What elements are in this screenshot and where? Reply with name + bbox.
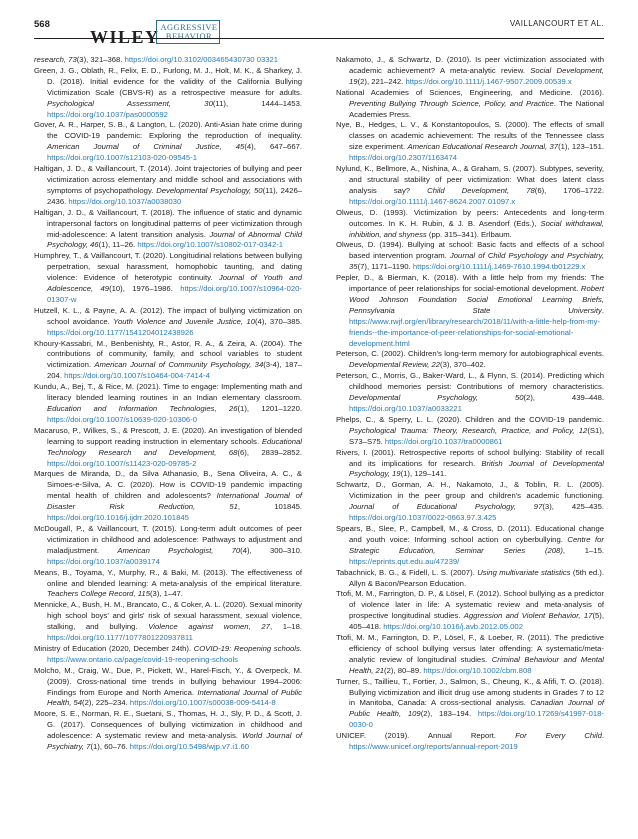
reference-text: (4), 370–385. — [254, 316, 302, 326]
reference-column-left — [34, 55, 302, 753]
reference-text: Haltigan, J. D., & Vaillancourt, T. (2014). Joint trajectories of bullying and peer victimization across elementary and middle school and associations with symptoms of psychopathology. — [34, 164, 302, 195]
reference-source-title: Developmental Psychology, 50 — [156, 185, 263, 195]
reference-text: (3-4), 187–204. — [47, 360, 303, 381]
reference-text: (11), 1444–1453. — [212, 98, 302, 108]
reference-text: Humphrey, T., & Vaillancourt, T. (2020). Longitudinal relations between bullying perpetration, sexual harassment, homophobic taunting, and dating violence: Evidence of heterotypic continuity. — [34, 251, 302, 283]
reference-entry — [34, 426, 302, 470]
reference-source-title: Social Development, 19 — [349, 65, 604, 86]
reference-source-title: Education and Information Technologies, 26 — [47, 404, 238, 413]
reference-source-title: Using multivariate statistics — [477, 567, 571, 577]
reference-text: Rivers, I. (2001). Retrospective reports of school bullying: Stability of recall and its implications for research. — [336, 447, 604, 468]
journal-logo — [156, 20, 220, 44]
reference-text: (2), 221–242. — [357, 76, 406, 86]
reference-text: (1), 123–151. — [558, 142, 604, 152]
doi-link[interactable]: https://doi.org/10.2307/1163474 — [349, 153, 457, 163]
doi-link[interactable]: https://doi.org/10.1037/a0033221 — [349, 404, 462, 413]
reference-entry — [336, 589, 604, 633]
reference-source-title: Preventing Bullying Through Science, Policy, and Practice — [349, 98, 554, 108]
doi-link[interactable]: https://doi.org/10.1037/pas0000592 — [47, 109, 168, 119]
doi-link[interactable]: https://eprints.qut.edu.au/47239/ — [349, 556, 460, 566]
reference-text: Means, B., Toyama, Y., Murphy, R., & Baki, M. (2013). The effectiveness of online and blended learning: A meta-analysis of the empirical literature. — [34, 567, 302, 588]
doi-link[interactable]: https://doi.org/10.1037/0022-0663.97.3.425 — [349, 513, 497, 523]
reference-entry — [34, 306, 302, 339]
reference-entry — [336, 448, 604, 481]
reference-text: (10), 1976–1986. — [109, 284, 181, 294]
reference-text: McDougall, P., & Vaillancourt, T. (2015). Long-term adult outcomes of peer victimization in childhood and adolescence: Pathways to adjustment and maladjustment. — [34, 523, 302, 555]
reference-text: (3), 321–368. — [76, 55, 125, 64]
reference-text: Phelps, C., & Sperry, L. L. (2020). Children and the COVID-19 pandemic. — [336, 414, 604, 424]
reference-entry — [336, 731, 604, 753]
reference-text: (2), 439–448. — [523, 393, 604, 403]
doi-link[interactable]: https://www.unicef.org/reports/annual-report-2019 — [349, 742, 518, 752]
reference-entry — [34, 709, 302, 753]
reference-text: (3), 1–47. — [150, 589, 183, 599]
reference-text: Nylund, K., Bellmore, A., Nishina, A., & Graham, S. (2007). Subtypes, severity, and structural stability of peer victimization: What does latent class analysis say? — [336, 164, 604, 195]
reference-column-right — [336, 55, 604, 753]
reference-text: Peterson, C., Morris, G., Baker-Ward, L., & Flynn, S. (2014). Predicting which childhood memories persist: Contributions of memory characteristics. — [336, 371, 604, 392]
reference-text: Gover, A. R., Harper, S. B., & Langton, L. (2020). Anti-Asian hate crime during the COVID-19 pandemic: Exploring the reproduction of inequality. — [34, 120, 302, 141]
doi-link[interactable]: https://doi.org/10.1007/s12103-020-09545-1 — [47, 153, 198, 163]
reference-text: Nakamoto, J., & Schwartz, D. (2010). Is peer victimization associated with academic achievement? A meta-analytic review. — [336, 55, 604, 75]
doi-link[interactable]: https://doi.org/10.1177/1077801220937811 — [47, 633, 193, 643]
reference-text: (3), 370–402. — [440, 360, 486, 370]
doi-link[interactable]: https://doi.org/10.1016/j.avb.2012.05.002 — [383, 622, 523, 632]
reference-text: (1), 60–76. — [90, 742, 130, 752]
reference-source-title: Child Development, 78 — [427, 185, 535, 195]
reference-text: (1), 129–141. — [400, 469, 447, 479]
reference-entry — [34, 66, 302, 121]
doi-link[interactable]: https://doi.org/10.1111/j.1469-7610.1994.tb01229.x — [412, 262, 586, 272]
reference-text: Kundu, A., Bej, T., & Rice, M. (2021). Time to engage: Implementing math and literacy blended learning routines in an Indian elementary classroom. — [34, 382, 302, 403]
reference-entry — [34, 524, 302, 568]
reference-text: . The National Academies Press. — [349, 98, 604, 119]
reference-text: (6), 1706–1722. — [534, 185, 604, 195]
doi-link[interactable]: https://doi.org/10.1007/s10802-017-0342-1 — [137, 240, 284, 250]
reference-source-title: Journal of Child Psychology and Psychiatry, 35 — [349, 251, 605, 272]
reference-entry — [336, 480, 604, 524]
reference-text: , 101845. — [237, 502, 303, 512]
reference-entry — [336, 524, 604, 568]
doi-link[interactable]: https://doi.org/10.1037/a0038030 — [68, 196, 182, 206]
page-header — [0, 8, 638, 48]
reference-entry — [34, 208, 302, 252]
reference-source-title: Social withdrawal, inhibition, and shyness — [349, 218, 604, 239]
reference-entry — [34, 382, 302, 426]
reference-text: Haltigan, J. D., & Vaillancourt, T. (2018). The influence of static and dynamic intrapersonal factors on longitudinal patterns of peer victimization through mid-adolescence: A latent transition analysis. — [34, 207, 302, 239]
reference-source-title: American Psychologist, 70 — [117, 545, 241, 555]
reference-text: Spears, B., Slee, P., Campbell, M., & Cross, D. (2011). Educational change and youth voice: Informing school action on cyberbullying. — [336, 523, 604, 544]
reference-source-title: Psychological Trauma: Theory, Research, Practice, and Policy, 12 — [349, 425, 588, 435]
reference-text: Molcho, M., Craig, W., Due, P., Pickett, W., Harel-Fisch, Y., & Overpeck, M. (2009). Cross-national time trends in bullying behaviour 1994–2006: Findings from Europe and North America. — [34, 665, 302, 697]
doi-link[interactable]: https://doi.org/10.1016/j.ijdrr.2020.101845 — [47, 513, 189, 523]
reference-text: (6), 2839–2852. — [237, 447, 302, 457]
reference-text: Turner, S., Taillieu, T., Fortier, J., Salmon, S., Cheung, K., & Afifi, T. O. (2018). Bullying victimization and illicit drug use among students in Grades 7 to 12 in Manitoba, Canada: A cross-sectional analysis. — [336, 676, 604, 708]
reference-source-title: American Journal of Criminal Justice, 45 — [47, 142, 245, 152]
reference-text: National Academies of Sciences, Engineering, and Medicine. (2016). — [336, 87, 604, 97]
doi-link[interactable]: https://doi.org/10.1007/s10639-020-10306-0 — [47, 414, 198, 424]
reference-text: , 1–18. — [269, 622, 302, 632]
reference-text: (4), 647–667. — [244, 142, 303, 152]
reference-entry — [34, 568, 302, 601]
reference-text: Olweus, D. (1994). Bullying at school: Basic facts and effects of a school based intervention program. — [336, 240, 604, 261]
reference-source-title: Criminal Behaviour and Mental Health, 21 — [349, 654, 604, 675]
reference-entry — [336, 240, 604, 273]
reference-source-title: International Journal of Disaster Risk Reduction, 51 — [47, 491, 303, 512]
wiley-wordmark: WILEY — [90, 27, 160, 47]
reference-source-title: Youth Violence and Juvenile Justice, 10 — [113, 316, 255, 326]
doi-link[interactable]: https://www.rwjf.org/en/library/research/2018/11/with-a-little-help-from-my-friends--the-importance-of-peer-relationships-for-social-emotional-development.html — [349, 316, 601, 348]
reference-text: Peterson, C. (2002). Children's long-term memory for autobiographical events. — [336, 349, 604, 359]
reference-source-title: research, 73 — [34, 55, 77, 64]
reference-text: (pp. 315–341). Erlbaum. — [426, 229, 512, 239]
reference-entry — [336, 55, 604, 88]
page-number: 568 — [34, 19, 50, 30]
reference-entry — [336, 349, 604, 371]
reference-entry — [34, 251, 302, 306]
reference-text: Marques de Miranda, D., da Silva Athanasio, B., Sena Oliveira, A. C., & Simoes-e-Silva, A. C. (2020). How is COVID-19 pandemic impacting mental health of children and adolescents? — [34, 469, 302, 501]
reference-source-title: Developmental Review, 22 — [349, 360, 441, 370]
doi-link[interactable]: https://doi.org/10.1111/j.1467-8624.2007.01097.x — [349, 196, 516, 206]
reference-text: (5), 405–418. — [349, 611, 604, 632]
doi-link[interactable]: https://doi.org/10.1037/tra0000861 — [384, 436, 503, 446]
reference-entry — [336, 88, 604, 121]
doi-link[interactable]: https://doi.org/10.5498/wjp.v7.i1.60 — [129, 742, 250, 752]
reference-text: (1), 1201–1220. — [237, 404, 302, 413]
reference-source-title: Journal of Youth and Adolescence, 49 — [47, 273, 303, 294]
reference-source-title: Developmental Psychology, 50 — [349, 393, 524, 403]
reference-entry — [336, 208, 604, 241]
reference-entry — [336, 415, 604, 448]
reference-source-title: Psychological Assessment, 30 — [47, 98, 213, 108]
reference-text: UNICEF. (2019). Annual Report. — [336, 731, 516, 741]
reference-entry — [336, 273, 604, 349]
doi-link[interactable]: https://doi.org/10.1177/1541204012438926 — [47, 327, 194, 337]
running-author-header: VAILLANCOURT ET AL. — [509, 19, 604, 28]
reference-entry — [34, 666, 302, 710]
doi-link[interactable]: https://doi.org/10.1007/s10964-020-01307-w — [47, 284, 302, 304]
reference-text: Hutzell, K. L., & Payne, A. A. (2012). The impact of bullying victimization on school avoidance. — [34, 305, 302, 326]
reference-text: (11), 2426–2436. — [47, 185, 303, 206]
publisher-logo — [56, 16, 218, 47]
doi-link[interactable]: https://www.ontario.ca/page/covid-19-reopening-schools — [47, 654, 239, 664]
reference-entry — [336, 633, 604, 677]
reference-source-title: Journal of Abnormal Child Psychology, 46 — [47, 229, 302, 250]
doi-link[interactable]: https://doi.org/10.1007/s11423-020-09785-2 — [47, 458, 197, 468]
reference-source-title: British Journal of Developmental Psychology, 19 — [349, 458, 604, 479]
reference-source-title: American Journal of Community Psychology, 34 — [94, 360, 264, 370]
reference-entry — [336, 164, 604, 208]
doi-link[interactable]: https://doi.org/10.1037/a0039174 — [47, 556, 160, 566]
reference-text: (5th ed.). Allyn & Bacon/Pearson Education. — [349, 567, 604, 588]
reference-entry — [34, 164, 302, 208]
reference-entry — [336, 120, 604, 164]
reference-text: Mennicke, A., Bush, H. M., Brancato, C., & Coker, A. L. (2020). Sexual minority high school boys' and girls' risk of sexual harassment, sexual violence, stalking, and bullying. — [34, 600, 302, 632]
reference-text: Tabachnick, B. G., & Fidell, L. S. (2007). — [336, 567, 478, 577]
reference-entry — [336, 371, 604, 415]
doi-link[interactable]: https://doi.org/10.17269/s41997-018-0030-0 — [349, 709, 604, 730]
reference-source-title: Journal of Educational Psychology, 97 — [349, 502, 543, 512]
reference-source-title: Violence against women, 27 — [148, 622, 270, 632]
doi-link[interactable]: https://doi.org/10.1007/s00038-009-5414-8 — [129, 698, 276, 708]
reference-source-title: World Journal of Psychiatry, 7 — [47, 731, 302, 752]
reference-text: . — [601, 305, 604, 315]
reference-source-title: Canadian Journal of Public Health, 109 — [349, 698, 605, 719]
reference-source-title: Teachers College Record, 115 — [47, 589, 150, 599]
reference-text: Khoury-Kassabri, M., Benbenishty, R., Astor, R. A., & Zeira, A. (2004). The contributions of community, family, and school variables to student victimization. — [34, 338, 302, 370]
reference-text: Green, J. G., Oblath, R., Felix, E. D., Furlong, M. J., Holt, M. K., & Sharkey, J. D. (2018). Initial evidence for the validity of the California Bullying Victimization Scale (CBVS-R) as a retrospective measure for adults. — [34, 65, 302, 97]
journal-logo-line1: AGGRESSIVE — [160, 23, 218, 32]
reference-source-title: COVID-19: Reopening schools. — [193, 643, 302, 653]
doi-link[interactable]: https://doi.org/10.1002/cbm.808 — [423, 665, 532, 675]
reference-text: (S1), S73–S75. — [349, 425, 604, 446]
reference-entry — [34, 600, 302, 644]
reference-entry — [34, 55, 302, 66]
reference-source-title: Educational Technology Research and Development, 68 — [47, 436, 302, 457]
reference-text: Olweus, D. (1993). Victimization by peers: Antecedents and long-term outcomes. In K. H. Rubin, & J. B. Asendorf (Eds.), — [336, 207, 604, 228]
reference-text: Schwartz, D., Gorman, A. H., Nakamoto, J., & Toblin, R. L. (2005). Victimization in the peer group and children's academic functioning. — [336, 480, 604, 501]
reference-text: (4), 300–310. — [240, 545, 303, 555]
reference-source-title: Centre for Strategic Education, Seminar Series (208) — [349, 534, 604, 555]
reference-entry — [336, 568, 604, 590]
reference-text: Pepler, D., & Bierman, K. (2018). With a little help from my friends: The importance of peer relationships for social-emotional development. — [336, 273, 604, 294]
reference-source-title: American Educational Research Journal, 37 — [407, 142, 559, 152]
reference-text: Nye, B., Hedges, L. V., & Konstantopoulos, S. (2000). The effects of small classes on academic achievement: The results of the Tennessee class size experiment. — [336, 120, 604, 152]
doi-link[interactable]: https://doi.org/10.1111/j.1467-9507.2009.00539.x — [405, 76, 572, 86]
reference-text: Moore, S. E., Norman, R. E., Suetani, S., Thomas, H. J., Sly, P. D., & Scott, J. G. (2017). Consequences of bullying victimization in childhood and adolescence: A systematic review and meta-analysis. — [34, 709, 302, 741]
reference-text: , 1–15. — [562, 545, 604, 555]
reference-text: (2), 225–234. — [82, 698, 130, 708]
header-divider — [34, 38, 604, 39]
reference-entry — [336, 677, 604, 732]
reference-source-title: International Journal of Public Health, 54 — [47, 687, 302, 708]
reference-text: . — [601, 731, 604, 741]
reference-text: (1), 11–26. — [98, 240, 138, 250]
reference-text: Ttofi, M. M., Farrington, D. P., & Lösel, F. (2012). School bullying as a predictor of violence later in life: A systematic review and meta-analysis of prospective longitudinal studies. — [336, 589, 604, 621]
reference-text: Ministry of Education (2020, December 24th). — [34, 643, 194, 653]
reference-entry — [34, 469, 302, 524]
reference-source-title: Robert Wood Johnson Foundation Social Emotional Learning Briefs, Pennsylvania State University — [349, 284, 604, 315]
reference-text: (7), 1171–1190. — [357, 262, 413, 272]
journal-logo-line2: BEHAVIOR — [165, 32, 213, 41]
reference-entry — [34, 120, 302, 164]
reference-text: (2), 183–194. — [420, 709, 478, 719]
doi-link[interactable]: https://doi.org/10.3102/003465430730 03321 — [124, 55, 279, 64]
reference-text: (2), 80–89. — [384, 665, 424, 675]
reference-text: Ttofi, M. M., Farrington, D. P., Lösel, F., & Loeber, R. (2011). The predictive efficiency of school bullying versus later offending: A systematic/meta-analytic review of longitudinal studies. — [336, 633, 604, 664]
doi-link[interactable]: https://doi.org/10.1007/s10464-004-7414-4 — [64, 371, 210, 381]
reference-source-title: For Every Child — [515, 731, 602, 741]
reference-entry — [34, 644, 302, 666]
reference-text: (3), 425–435. — [542, 502, 604, 512]
reference-source-title: Aggression and Violent Behavior, 17 — [463, 611, 593, 621]
reference-text: Macaruso, P., Wilkes, S., & Prescott, J. E. (2020). An investigation of blended learning to support reading instruction in elementary schools. — [34, 425, 302, 446]
reference-entry — [34, 339, 302, 383]
